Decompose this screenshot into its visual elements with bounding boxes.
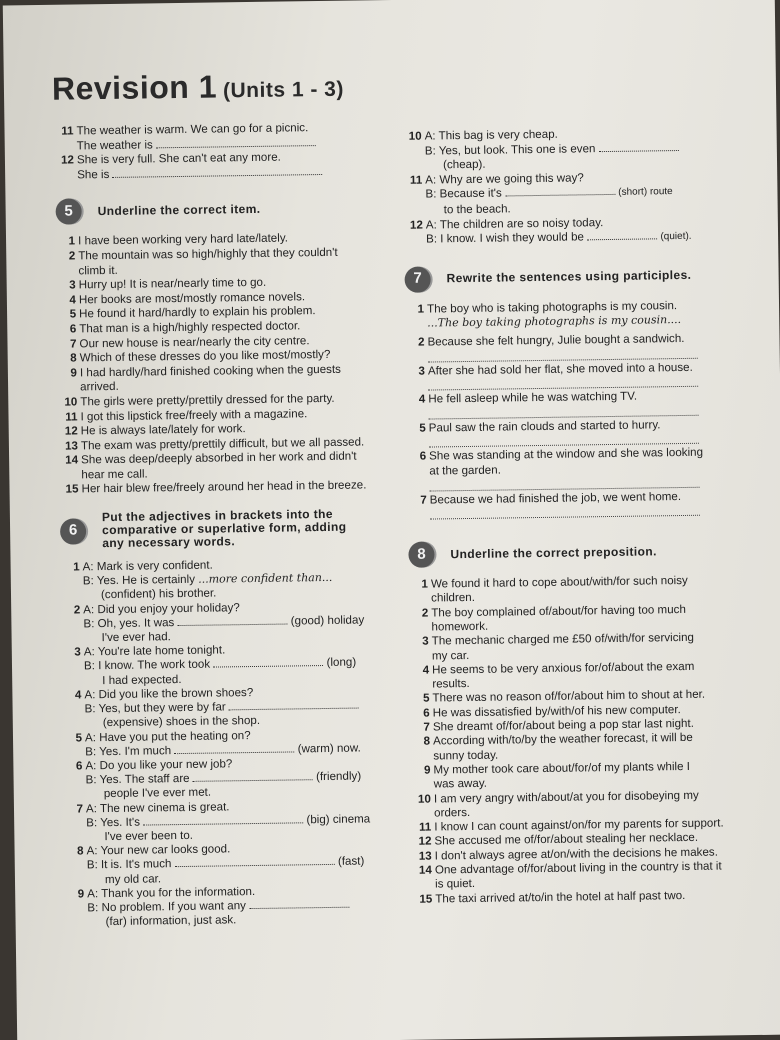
exercise-6-header <box>60 507 391 551</box>
answer-blank <box>156 137 316 148</box>
question-item: 5 There was no reason of/for/about him to shout at her. <box>422 688 706 706</box>
question-item: 12 She is very full. She can't eat any more. She is <box>55 149 385 183</box>
question-item: 3 Hurry up! It is near/nearly time to go. <box>69 275 267 292</box>
dialogue-item: 9 A: Thank you for the information. B: No problem. If you want any (far) information, just ask. <box>65 883 396 930</box>
question-item: 8 Which of these dresses do you like most/mostly? <box>70 348 331 365</box>
dialogue-item: 12 A: The children are so noisy today. B: I know. I wish they would be (quiet). <box>409 215 692 246</box>
dialogue-item: 2 A: Did you enjoy your holiday? B: Oh, yes. It was (good) holiday I've ever had. <box>73 600 365 645</box>
answer-blank <box>177 615 287 626</box>
question-item: 6 He was dissatisfied by/with/of his new computer. <box>423 702 681 720</box>
page-title <box>52 67 344 108</box>
handwritten-answer: ...The boy taking photographs is my cousin.... <box>427 313 682 330</box>
dialogue-item: 1 A: Mark is very confident. B: Yes. He is certainly ...more confident than... (confident) his brother. <box>73 558 333 602</box>
question-item: 2 The boy complained of/about/for having too much homework. <box>421 602 686 634</box>
question-item: 10 I am very angry with/about/at you for disobeying my orders. <box>417 788 699 820</box>
right-column <box>403 125 749 907</box>
question-item: 13 I don't always agree at/on/with the decisions he makes. <box>418 845 718 863</box>
exercise-7-header <box>404 262 739 293</box>
left-column <box>54 120 395 930</box>
exercise-4-continued <box>54 120 385 183</box>
exercise-instruction: Rewrite the sentences using participles. <box>446 268 692 286</box>
question-item: 11 I got this lipstick free/freely with a magazine. <box>65 406 308 424</box>
question-item: 15 The taxi arrived at/to/in the hotel at half past two. <box>419 888 686 906</box>
answer-blank <box>143 814 303 825</box>
title-main: Revision 1 <box>51 68 218 107</box>
exercise-instruction: Put the adjectives in brackets into the comparative or superlative form, adding any necessary words. <box>101 506 347 551</box>
dialogue-item: 5 A: Have you put the heating on? B: Yes. I'm much (warm) now. <box>75 728 361 759</box>
answer-blank <box>193 771 313 782</box>
question-item: 2 Because she felt hungry, Julie bought a sandwich. <box>417 331 685 349</box>
exercise-6-items <box>61 556 396 930</box>
question-item: 5 Paul saw the rain clouds and started to hurry. <box>419 418 661 435</box>
question-item: 4 He seems to be very anxious for/of/about the exam results. <box>422 659 695 691</box>
answer-blank <box>113 166 323 178</box>
question-item: 14 She was deep/deeply absorbed in her work and didn't hear me call. <box>65 449 357 482</box>
handwritten-answer: ...more confident than... <box>198 571 333 587</box>
question-item: 9 I had hardly/hard finished cooking when the guests arrived. <box>70 362 342 394</box>
question-item: 1 We found it hard to cope about/with/for such noisy children. <box>421 574 688 605</box>
answer-blank <box>229 700 359 711</box>
answer-blank <box>249 899 349 909</box>
exercise-number-badge: 7 <box>404 266 430 292</box>
exercise-7-items <box>405 298 743 520</box>
question-item: 1 The boy who is taking photographs is my cousin. ...The boy taking photographs is my cousin.... <box>405 298 740 332</box>
dialogue-item: 4 A: Did you like the brown shoes? B: Yes, but they were by far (expensive) shoes in the shop. <box>62 684 393 731</box>
exercise-number-badge: 8 <box>408 542 434 568</box>
answer-blank <box>213 658 323 669</box>
question-item: 6 That man is a high/highly respected doctor. <box>69 319 301 336</box>
question-item: 9 My mother took care about/for/of my plants while I was away. <box>423 759 691 791</box>
question-item: 2 The mountain was so high/highly that they couldn't climb it. <box>68 245 338 277</box>
worksheet-page <box>3 0 780 1040</box>
question-item: 12 She accused me of/for/about stealing her necklace. <box>418 831 699 849</box>
dialogue-item: 7 A: The new cinema is great. B: Yes. It's (big) cinema I've ever been to. <box>76 799 371 844</box>
question-item: 3 The mechanic charged me £50 of/with/for servicing my car. <box>422 631 695 663</box>
question-item: 11 The weather is warm. We can go for a picnic. The weather is <box>54 120 384 154</box>
dialogue-item: 3 A: You're late home tonight. B: I know. The work took (long) I had expected. <box>74 643 357 687</box>
exercise-8-header <box>408 537 743 568</box>
question-item: 4 Her books are most/mostly romance novels. <box>69 289 306 307</box>
question-item: 7 Our new house is near/nearly the city centre. <box>69 333 310 351</box>
question-item: 5 He found it hard/hardly to explain his problem. <box>69 304 316 321</box>
dialogue-item: 10 A: This bag is very cheap. B: Yes, but look. This one is even (cheap). <box>403 125 739 173</box>
dialogue-item: 8 A: Your new car looks good. B: It is. It's much (fast) my old car. <box>77 842 365 886</box>
question-item: 6 She was standing at the window and she was looking at the garden. <box>419 446 704 478</box>
exercise-4-continued-right <box>403 125 740 248</box>
question-item: 10 The girls were pretty/prettily dressed for the party. <box>64 391 335 409</box>
answer-blank <box>174 743 294 754</box>
question-item: 3 After she had sold her flat, she moved into a house. <box>418 360 693 378</box>
title-units: (Units 1 - 3) <box>222 77 345 103</box>
exercise-number-badge: 5 <box>55 199 81 225</box>
exercise-instruction: Underline the correct item. <box>97 201 261 219</box>
dialogue-item: 6 A: Do you like your new job? B: Yes. The staff are (friendly) people I've ever met. <box>75 757 362 801</box>
answer-blank <box>505 186 615 197</box>
question-item: 13 The exam was pretty/prettily difficult, but we all passed. <box>64 435 365 453</box>
question-item: 7 She dreamt of/for/about being a pop star last night. <box>423 716 694 734</box>
exercise-5-header <box>55 194 385 225</box>
exercise-5-items <box>56 230 390 497</box>
question-item: 15 Her hair blew free/freely around her head in the breeze. <box>65 478 367 497</box>
answer-blank <box>599 142 679 152</box>
answer-blank <box>587 230 657 240</box>
question-item: 14 One advantage of/for/about living in the country is that it is quiet. <box>418 859 722 891</box>
question-item: 8 According with/to/by the weather forecast, it will be sunny today. <box>423 731 693 763</box>
question-item: 11 I know I can count against/on/for my parents for support. <box>418 816 724 834</box>
exercise-number-badge: 6 <box>60 518 86 544</box>
question-item: 1 I have been working very hard late/lately. <box>68 231 289 248</box>
answer-blank <box>175 856 335 867</box>
question-item: 4 He fell asleep while he was watching TV. <box>418 389 638 406</box>
exercise-instruction: Underline the correct preposition. <box>450 543 657 561</box>
exercise-8-items <box>409 573 749 906</box>
dialogue-item: 11 A: Why are we going this way? B: Because it's (short) route to the beach. <box>409 171 673 217</box>
question-item: 12 He is always late/lately for work. <box>64 422 246 438</box>
question-item: 7 Because we had finished the job, we went home. <box>420 489 682 507</box>
